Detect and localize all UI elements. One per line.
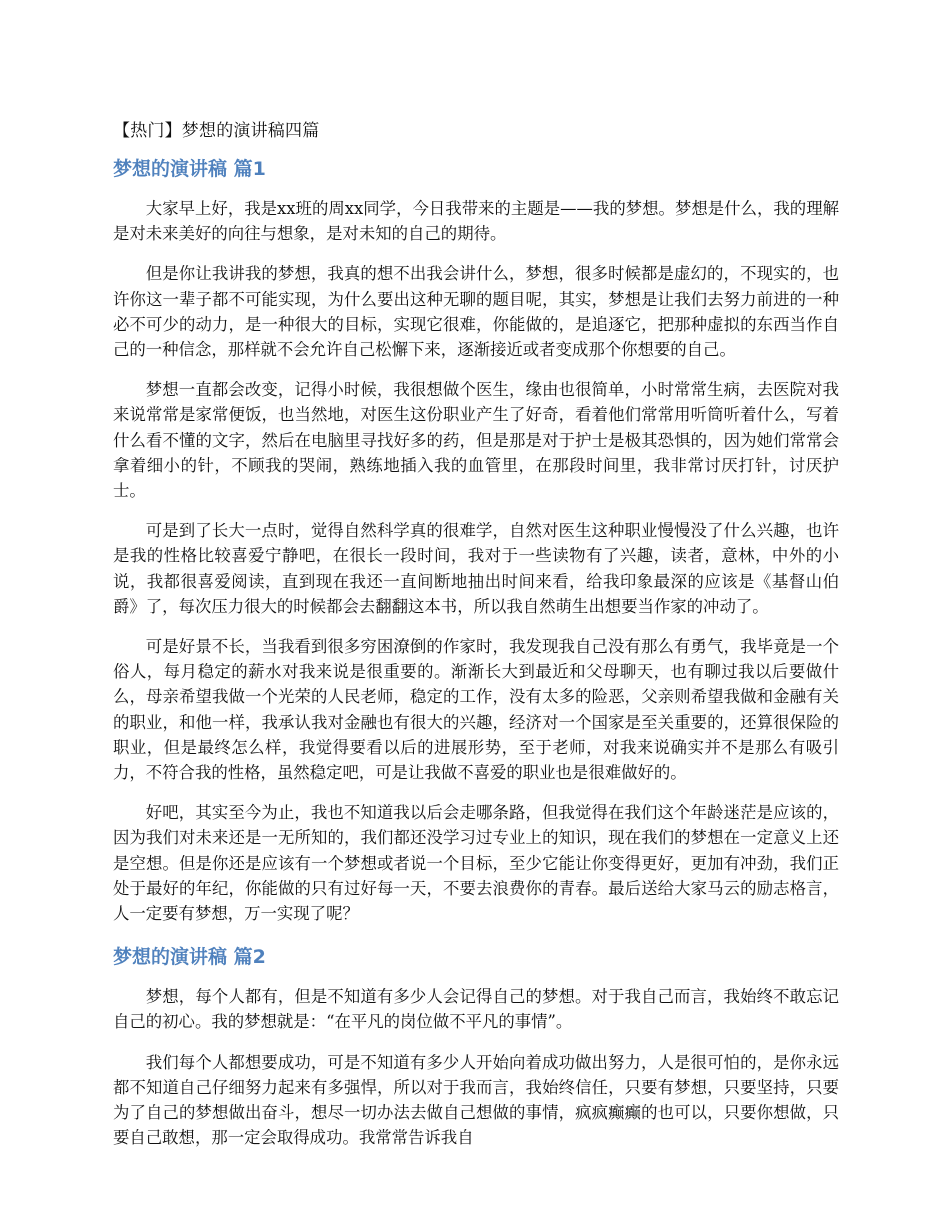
- paragraph: 好吧，其实至今为止，我也不知道我以后会走哪条路，但我觉得在我们这个年龄迷茫是应该的，因为我们对未来还是一无所知的，我们都还没学习过专业上的知识，现在我们的梦想在一定意义上还是空想。但是你还是应该有一个梦想或者说一个目标，至少它能让你变得更好，更加有冲劲，我们正处于最好的年纪，你能做的只有过好每一天，不要去浪费你的青春。最后送给大家马云的励志格言，人一定要有梦想，万一实现了呢？: [113, 803, 839, 924]
- paragraph: 我们每个人都想要成功，可是不知道有多少人开始向着成功做出努力，人是很可怕的，是你永远都不知道自己仔细努力起来有多强悍，所以对于我而言，我始终信任，只要有梦想，只要坚持，只要为了自己的梦想做出奋斗，想尽一切办法去做自己想做的事情，疯疯癫癫的也可以，只要你想做，只要自己敢想，那一定会取得成功。我常常告诉我自: [113, 1052, 839, 1148]
- section-heading: 梦想的演讲稿 篇1: [113, 158, 266, 180]
- paragraph: 可是到了长大一点时，觉得自然科学真的很难学，自然对医生这种职业慢慢没了什么兴趣，也许是我的性格比较喜爱宁静吧，在很长一段时间，我对于一些读物有了兴趣，读者，意林，中外的小说，我都很喜爱阅读，直到现在我还一直间断地抽出时间来看，给我印象最深的应该是《基督山伯爵》了，每次压力很大的时候都会去翻翻这本书，所以我自然萌生出想要当作家的冲动了。: [113, 521, 839, 616]
- paragraph: 梦想，每个人都有，但是不知道有多少人会记得自己的梦想。对于我自己而言，我始终不敢忘记自己的初心。我的梦想就是：“在平凡的岗位做不平凡的事情”。: [113, 987, 839, 1032]
- paragraph: 梦想一直都会改变，记得小时候，我很想做个医生，缘由也很简单，小时常常生病，去医院对我来说常常是家常便饭，也当然地，对医生这份职业产生了好奇，看着他们常常用听筒听着什么，写着什么看不懂的文字，然后在电脑里寻找好多的药，但是那是对于护士是极其恐惧的，因为她们常常会拿着细小的针，不顾我的哭闹，熟练地插入我的血管里，在那段时间里，我非常讨厌打针，讨厌护士。: [113, 380, 839, 501]
- document-page: [113, 118, 839, 1169]
- paragraph: 大家早上好，我是xx班的周xx同学，今日我带来的主题是——我的梦想。梦想是什么，我的理解是对未来美好的向往与想象，是对未知的自己的期待。: [113, 199, 839, 244]
- section-1: [113, 156, 839, 926]
- document-title: 【热门】梦想的演讲稿四篇: [113, 121, 320, 141]
- paragraph: 但是你让我讲我的梦想，我真的想不出我会讲什么，梦想，很多时候都是虚幻的，不现实的，也许你这一辈子都不可能实现，为什么要出这种无聊的题目呢，其实，梦想是让我们去努力前进的一种必不可少的动力，是一种很大的目标，实现它很难，你能做的，是追逐它，把那种虚拟的东西当作自己的一种信念，那样就不会允许自己松懈下来，逐渐接近或者变成那个你想要的自己。: [113, 264, 839, 360]
- section-heading: 梦想的演讲稿 篇2: [113, 946, 266, 969]
- paragraph: 可是好景不长，当我看到很多穷困潦倒的作家时，我发现我自己没有那么有勇气，我毕竟是一个俗人，每月稳定的薪水对我来说是很重要的。渐渐长大到最近和父母聊天，也有聊过我以后要做什么，母亲希望我做一个光荣的人民老师，稳定的工作，没有太多的险恶，父亲则希望我做和金融有关的职业，和他一样，我承认我对金融也有很大的兴趣，经济对一个国家是至关重要的，还算很保险的职业，但是最终怎么样，我觉得要看以后的进展形势，至于老师，对我来说确实并不是那么有吸引力，不符合我的性格，虽然稳定吧，可是让我做不喜爱的职业也是很难做好的。: [113, 637, 839, 783]
- section-2: [113, 944, 839, 1150]
